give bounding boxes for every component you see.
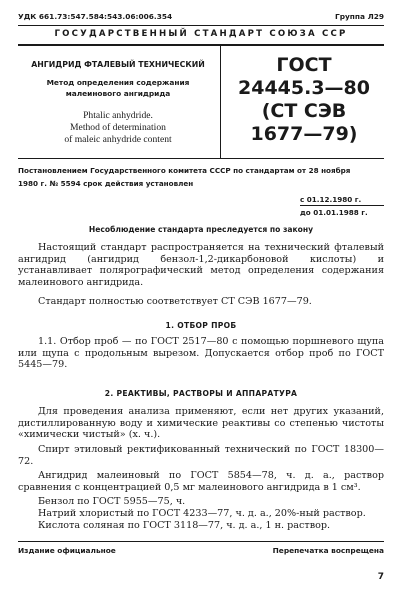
effective-date-to: до 01.01.1988 г. — [300, 208, 368, 217]
decree-line-1: Постановлением Государственного комитета СССР по стандартам от 28 ноября — [18, 166, 351, 175]
footer-rule — [18, 541, 384, 542]
sodium-chloride-paragraph: Натрий хлористый по ГОСТ 4233—77, ч. д. а., 20%-ный раствор. — [38, 508, 366, 519]
title-block — [18, 46, 384, 158]
title-en-line-2: Method of determination — [70, 122, 166, 133]
udk-code: УДК 661.73:547.584:543.06:006.354 — [18, 12, 173, 21]
legal-notice: Несоблюдение стандарта преследуется по закону — [88, 225, 314, 234]
benzene-paragraph: Бензол по ГОСТ 5955—75, ч. — [38, 496, 186, 507]
edition-label: Издание официальное — [18, 546, 116, 555]
reprint-notice: Перепечатка воспрещена — [272, 546, 384, 555]
standard-banner: ГОСУДАРСТВЕННЫЙ СТАНДАРТ СОЮЗА ССР — [54, 29, 348, 39]
title-ru: АНГИДРИД ФТАЛЕВЫЙ ТЕХНИЧЕСКИЙ — [31, 60, 205, 69]
gost-number: 24445.3—80 — [238, 77, 370, 99]
page-number: 7 — [377, 572, 384, 582]
group-code: Группа Л29 — [334, 12, 384, 21]
conformity-paragraph: Стандарт полностью соответствует СТ СЭВ 1677—79. — [38, 296, 312, 307]
section-1-paragraph: 1.1. Отбор проб — по ГОСТ 2517—80 с помощью поршневого щупа или щупа с продольным вырезом. Допускается отбор проб по ГОСТ 5445—79. — [18, 336, 384, 371]
decree-line-2: 1980 г. № 5594 срок действия установлен — [18, 179, 194, 188]
section-1-heading: 1. ОТБОР ПРОБ — [165, 321, 237, 330]
title-en-line-1: Phtalic anhydride. — [83, 110, 153, 121]
subtitle-ru-line-1: Метод определения содержания — [46, 78, 190, 87]
title-divider — [220, 46, 221, 158]
top-rule-thin — [18, 25, 384, 26]
hydrochloric-acid-paragraph: Кислота соляная по ГОСТ 3118—77, ч. д. а., 1 н. раствор. — [38, 520, 331, 531]
ethanol-paragraph: Спирт этиловый ректификованный технический по ГОСТ 18300—72. — [18, 444, 384, 467]
intro-paragraph: Настоящий стандарт распространяется на технический фталевый ангидрид (ангидрид бензол-1,2-дикарбоновой кислоты) и устанавливает полярографический метод определения содержания малеинового ангидрида. — [18, 242, 384, 288]
st-sev-label: (СТ СЭВ — [261, 100, 347, 122]
reagents-intro-paragraph: Для проведения анализа применяют, если нет других указаний, дистиллированную воду и химические реактивы со степенью чистоты «химически чистый» (х. ч.). — [18, 406, 384, 441]
title-bottom-rule — [18, 158, 384, 159]
subtitle-ru-line-2: малеинового ангидрида — [65, 89, 171, 98]
gost-label: ГОСТ — [276, 54, 332, 76]
maleic-anhydride-paragraph: Ангидрид малеиновый по ГОСТ 5854—78, ч. д. а., раствор сравнения с концентрацией 0,5 мг малеинового ангидрида в 1 см³. — [18, 470, 384, 493]
effective-date-from: с 01.12.1980 г. — [300, 195, 384, 206]
st-sev-number: 1677—79) — [250, 123, 358, 145]
section-2-heading: 2. РЕАКТИВЫ, РАСТВОРЫ И АППАРАТУРА — [104, 389, 298, 398]
title-en-line-3: of maleic anhydride content — [64, 134, 172, 145]
